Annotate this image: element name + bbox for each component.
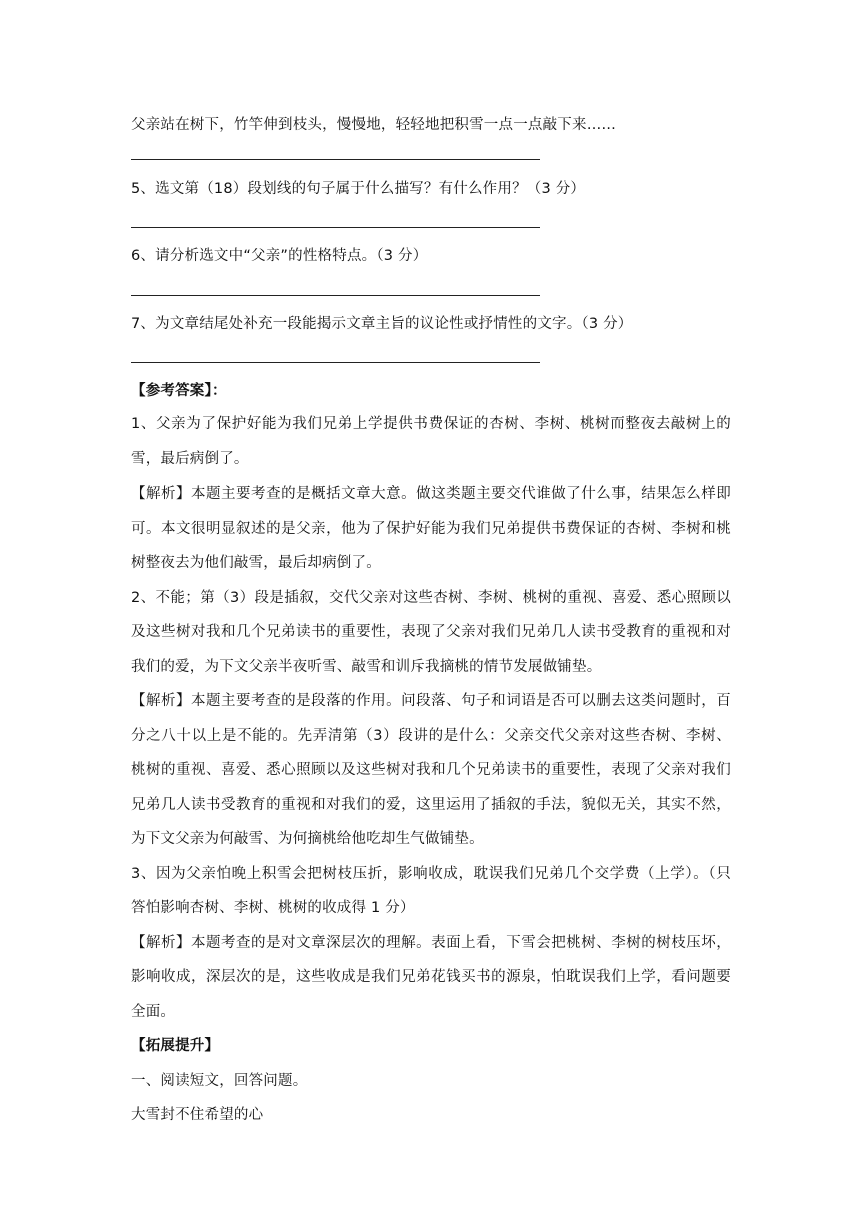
analysis-1-line: 树整夜去为他们敲雪，最后却病倒了。 bbox=[131, 555, 381, 571]
question-5: 5、选文第（18）段划线的句子属于什么描写？有什么作用？（3 分） bbox=[131, 181, 586, 197]
question-7: 7、为文章结尾处补充一段能揭示文章主旨的议论性或抒情性的文字。（3 分） bbox=[131, 316, 633, 332]
answer-line bbox=[131, 159, 540, 160]
extension-heading: 【拓展提升】 bbox=[131, 1038, 220, 1054]
question-6: 6、请分析选文中“父亲”的性格特点。（3 分） bbox=[131, 248, 428, 264]
analysis-3-line: 影响收成，深层次的是，这些收成是我们兄弟花钱买书的源泉，怕耽误我们上学，看问题要 bbox=[131, 969, 731, 985]
answer-2-line: 及这些树对我和几个兄弟读书的重要性，表现了父亲对我们兄弟几人读书受教育的重视和对 bbox=[131, 624, 731, 640]
answer-3-line: 3、因为父亲怕晚上积雪会把树枝压折，影响收成，耽误我们兄弟几个交学费（上学）。（只 bbox=[131, 866, 731, 882]
analysis-1-line: 可。本文很明显叙述的是父亲，他为了保护好能为我们兄弟提供书费保证的杏树、李树和桃 bbox=[131, 521, 731, 537]
extension-instruction: 一、阅读短文，回答问题。 bbox=[131, 1073, 308, 1089]
answers-heading: 【参考答案】： bbox=[131, 383, 227, 399]
answer-1-line: 1、父亲为了保护好能为我们兄弟上学提供书费保证的杏树、李树、桃树而整夜去敲树上的 bbox=[131, 416, 731, 432]
answer-line bbox=[131, 295, 540, 296]
passage-title: 大雪封不住希望的心 bbox=[131, 1107, 264, 1123]
answer-2-line: 我们的爱，为下文父亲半夜听雪、敲雪和训斥我摘桃的情节发展做铺垫。 bbox=[131, 659, 602, 675]
analysis-2-line: 【解析】本题主要考查的是段落的作用。问段落、句子和词语是否可以删去这类问题时，百 bbox=[131, 693, 731, 709]
analysis-3-line: 全面。 bbox=[131, 1004, 176, 1020]
answer-line bbox=[131, 362, 540, 363]
analysis-1-line: 【解析】本题主要考查的是概括文章大意。做这类题主要交代谁做了什么事，结果怎么样即 bbox=[131, 486, 731, 502]
analysis-2-line: 兄弟几人读书受教育的重视和对我们的爱，这里运用了插叙的手法，貌似无关，其实不然， bbox=[131, 797, 731, 813]
answer-1-line: 雪，最后病倒了。 bbox=[131, 451, 249, 467]
answer-2-line: 2、不能；第（3）段是插叙，交代父亲对这些杏树、李树、桃树的重视、喜爱、悉心照顾以 bbox=[131, 590, 731, 606]
answer-3-line: 答怕影响杏树、李树、桃树的收成得 1 分） bbox=[131, 900, 415, 916]
answer-line bbox=[131, 227, 540, 228]
quoted-sentence: 父亲站在树下，竹竿伸到枝头，慢慢地，轻轻地把积雪一点一点敲下来…… bbox=[131, 117, 617, 133]
analysis-2-line: 桃树的重视、喜爱、悉心照顾以及这些树对我和几个兄弟读书的重要性，表现了父亲对我们 bbox=[131, 762, 731, 778]
analysis-3-line: 【解析】本题考查的是对文章深层次的理解。表面上看，下雪会把桃树、李树的树枝压坏， bbox=[131, 935, 731, 951]
analysis-2-line: 为下文父亲为何敲雪、为何摘桃给他吃却生气做铺垫。 bbox=[131, 831, 484, 847]
analysis-2-line: 分之八十以上是不能的。先弄清第（3）段讲的是什么：父亲交代父亲对这些杏树、李树、 bbox=[131, 728, 731, 744]
